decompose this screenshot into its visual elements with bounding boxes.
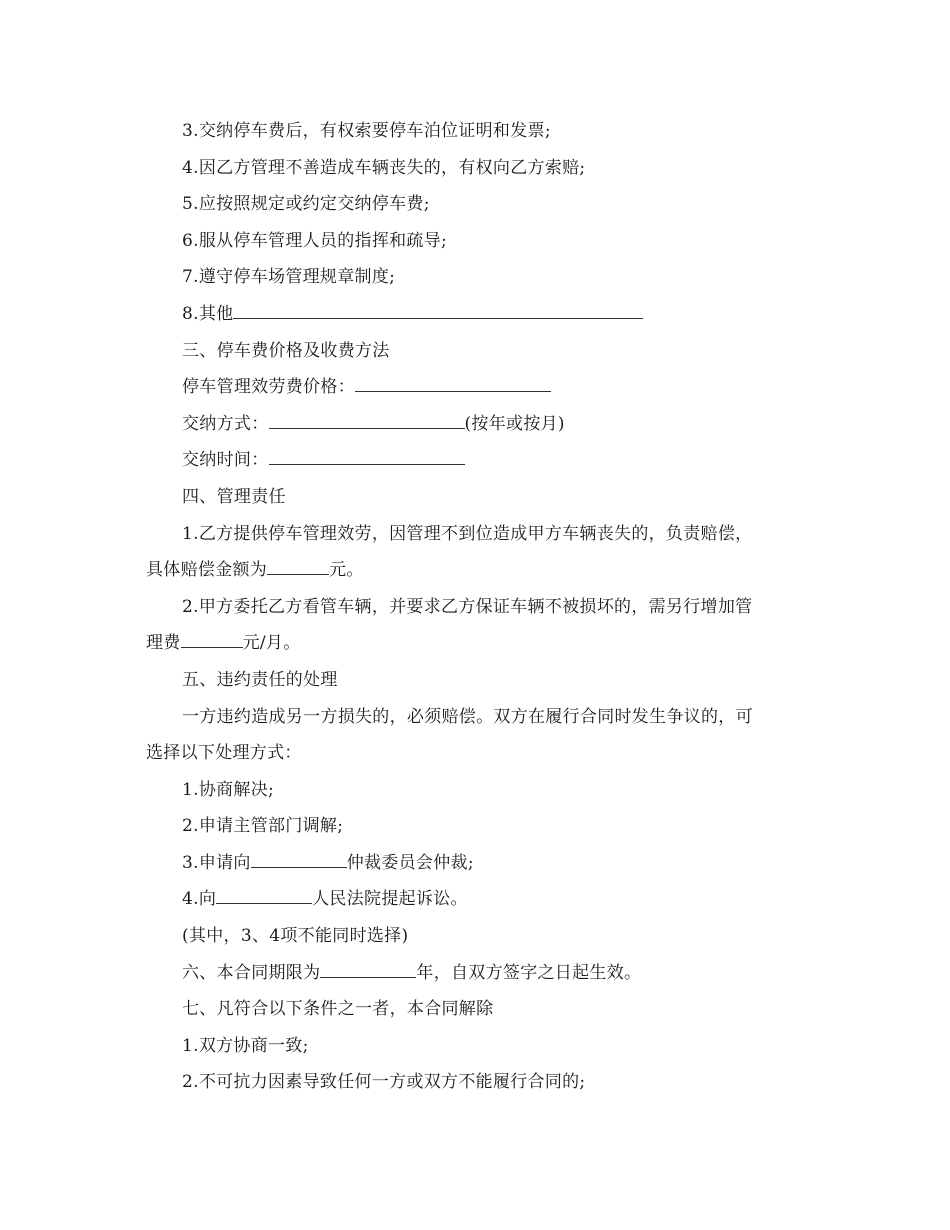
list-item-7: 7.遵守停车场管理规章制度;: [182, 267, 396, 288]
dispute-item-1: 1.协商解决;: [182, 779, 275, 800]
list-item-8-label: 8.其他: [182, 303, 234, 324]
section-5-heading: 五、违约责任的处理: [182, 669, 338, 690]
payment-mode-note: (按年或按月): [464, 413, 565, 434]
price-blank: [355, 390, 551, 392]
termination-item-1: 1.双方协商一致;: [182, 1035, 309, 1056]
list-item-8: [146, 296, 806, 333]
dispute-item-4: [146, 881, 806, 918]
resp-2-prefix: 理费: [146, 633, 181, 654]
dispute-3-suffix: 仲裁委员会仲裁;: [346, 852, 474, 873]
resp-2-line-2: [146, 625, 806, 662]
other-blank: [233, 317, 643, 319]
list-item-4: 4.因乙方管理不善造成车辆丧失的，有权向乙方索赔;: [182, 157, 586, 178]
payment-time-label: 交纳时间：: [182, 450, 269, 471]
payment-time-line: [146, 442, 806, 479]
breach-line-2: 选择以下处理方式：: [146, 743, 302, 764]
resp-1-line-1: 1.乙方提供停车管理效劳，因管理不到位造成甲方车辆丧失的，负责赔偿，: [182, 523, 753, 544]
price-label: 停车管理效劳费价格：: [182, 377, 355, 398]
contract-body: [146, 113, 806, 1101]
dispute-note: (其中，3、4项不能同时选择): [182, 926, 409, 947]
section-6-line: [146, 955, 806, 992]
section-6-suffix: 年，自双方签字之日起生效。: [416, 962, 642, 983]
payment-mode-line: [146, 406, 806, 443]
compensation-blank: [267, 573, 329, 575]
resp-1-prefix: 具体赔偿金额为: [146, 560, 268, 581]
section-6-prefix: 六、本合同期限为: [182, 962, 321, 983]
payment-mode-label: 交纳方式：: [182, 413, 269, 434]
section-4-heading: 四、管理责任: [182, 486, 286, 507]
price-line: [146, 369, 806, 406]
resp-1-line-2: [146, 552, 806, 589]
payment-mode-blank: [269, 427, 465, 429]
arbitration-blank: [251, 866, 347, 868]
list-item-5: 5.应按照规定或约定交纳停车费;: [182, 194, 430, 215]
dispute-4-prefix: 4.向: [182, 889, 217, 910]
resp-2-suffix: 元/月。: [242, 633, 301, 654]
breach-line-1: 一方违约造成另一方损失的，必须赔偿。双方在履行合同时发生争议的，可: [182, 706, 753, 727]
list-item-3: 3.交纳停车费后，有权索要停车泊位证明和发票;: [182, 121, 551, 141]
dispute-4-suffix: 人民法院提起诉讼。: [312, 889, 468, 910]
dispute-item-3: [146, 845, 806, 882]
list-item-6: 6.服从停车管理人员的指挥和疏导;: [182, 230, 448, 251]
payment-time-blank: [269, 463, 465, 465]
dispute-item-2: 2.申请主管部门调解;: [182, 816, 344, 837]
section-3-heading: 三、停车费价格及收费方法: [182, 340, 390, 361]
termination-item-2: 2.不可抗力因素导致任何一方或双方不能履行合同的;: [182, 1072, 586, 1093]
court-blank: [216, 902, 312, 904]
section-7-heading: 七、凡符合以下条件之一者，本合同解除: [182, 999, 494, 1020]
extra-fee-blank: [181, 646, 243, 648]
term-blank: [320, 976, 416, 978]
resp-1-suffix: 元。: [329, 560, 364, 581]
resp-2-line-1: 2.甲方委托乙方看管车辆，并要求乙方保证车辆不被损坏的，需另行增加管: [182, 596, 753, 617]
dispute-3-prefix: 3.申请向: [182, 852, 251, 873]
